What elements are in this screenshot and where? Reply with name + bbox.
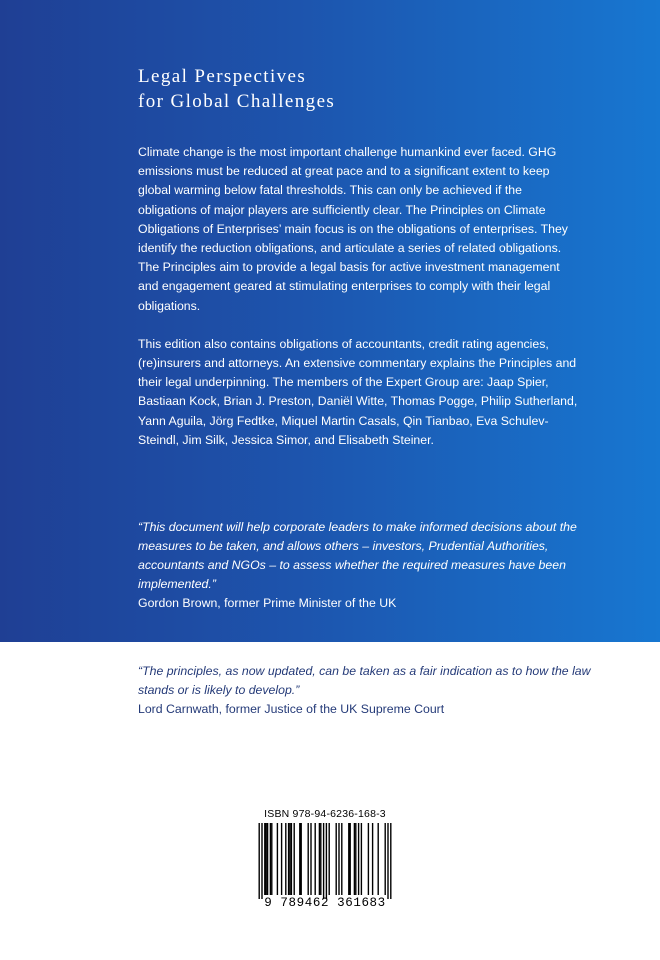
barcode-bar — [320, 823, 321, 895]
barcode-bar — [385, 823, 386, 895]
endorsement-quote: “This document will help corporate leaders to make informed decisions about the measures to be taken, and allows others – investors, Prudential Authorities, accountants and NGOs – to assess whether the required measures have been implemented.” — [138, 520, 577, 591]
isbn-barcode — [255, 808, 395, 920]
barcode-digits: 9 789462 361683 — [264, 896, 386, 910]
barcode-bar — [326, 823, 327, 899]
barcode-bar — [319, 823, 320, 895]
barcode-bar — [259, 823, 260, 899]
barcode-bar — [378, 823, 379, 895]
barcode-bar — [315, 823, 316, 895]
series-title-line-2: for Global Challenges — [138, 91, 336, 112]
endorsement-lord-carnwath — [138, 662, 608, 719]
barcode-bar — [285, 823, 286, 895]
barcode-bar — [289, 823, 290, 895]
endorsement-author: Lord Carnwath, former Justice of the UK Supreme Court — [138, 702, 445, 716]
series-title-line-1: Legal Perspectives — [138, 66, 307, 87]
barcode-bar — [390, 823, 391, 899]
barcode-bar — [338, 823, 339, 895]
book-description — [138, 143, 578, 450]
barcode-bar — [355, 823, 356, 895]
barcode-bar — [336, 823, 337, 895]
barcode-bar — [261, 823, 262, 899]
barcode-bar — [271, 823, 272, 895]
barcode-bar — [281, 823, 282, 895]
barcode-bar — [308, 823, 309, 895]
barcode-bar — [358, 823, 359, 895]
endorsement-gordon-brown — [138, 518, 608, 613]
barcode-bar — [291, 823, 292, 895]
barcode-bar — [341, 823, 342, 895]
barcode-bar — [350, 823, 351, 895]
series-title — [138, 64, 335, 114]
barcode-bar — [267, 823, 268, 895]
barcode-bar — [301, 823, 302, 895]
endorsement-author: Gordon Brown, former Prime Minister of the UK — [138, 596, 397, 610]
barcode-bar — [266, 823, 267, 895]
barcode-icon — [255, 823, 395, 899]
barcode-bar — [387, 823, 388, 899]
barcode-bar — [299, 823, 300, 895]
barcode-bar — [368, 823, 369, 895]
barcode-bar — [323, 823, 324, 899]
description-paragraph-2: This edition also contains obligations of accountants, credit rating agencies, (re)insurers and attorneys. An extensive commentary explains the Principles and their legal underpinning. The members of the Expert Group are: Jaap Spier, Bastiaan Kock, Brian J. Preston, Daniël Witte, Thomas Pogge, Philip Sutherland, Yann Aguila, Jörg Fedtke, Miquel Martin Casals, Qin Tianbao, Eva Schulev-Steindl, Jim Silk, Jessica Simor, and Elisabeth Steiner. — [138, 336, 578, 447]
description-paragraph-1: Climate change is the most important challenge humankind ever faced. GHG emissions must be reduced at great pace and to a significant extent to keep global warming below fatal thresholds. This can only be achieved if the obligations of major players are sufficiently clear. The Principles on Climate Obligations of Enterprises’ main focus is on the obligations of enterprises. They identify the reduction obligations, and articulate a series of related obligations. The Principles aim to provide a legal basis for active investment management and engagement geared at stimulating enterprises to comply with their legal obligations. — [138, 145, 568, 313]
isbn-label: ISBN 978-94-6236-168-3 — [264, 808, 386, 820]
barcode-bar — [348, 823, 349, 895]
barcode-bar — [354, 823, 355, 895]
barcode-bar — [270, 823, 271, 895]
barcode-bar — [264, 823, 265, 895]
barcode-bar — [372, 823, 373, 895]
endorsement-quote: “The principles, as now updated, can be taken as a fair indication as to how the law stands or is likely to develop.” — [138, 664, 591, 697]
barcode-bar — [294, 823, 295, 895]
barcode-bar — [329, 823, 330, 895]
barcode-bar — [277, 823, 278, 895]
barcode-bar — [288, 823, 289, 895]
barcode-bar — [361, 823, 362, 895]
barcode-bar — [310, 823, 311, 895]
